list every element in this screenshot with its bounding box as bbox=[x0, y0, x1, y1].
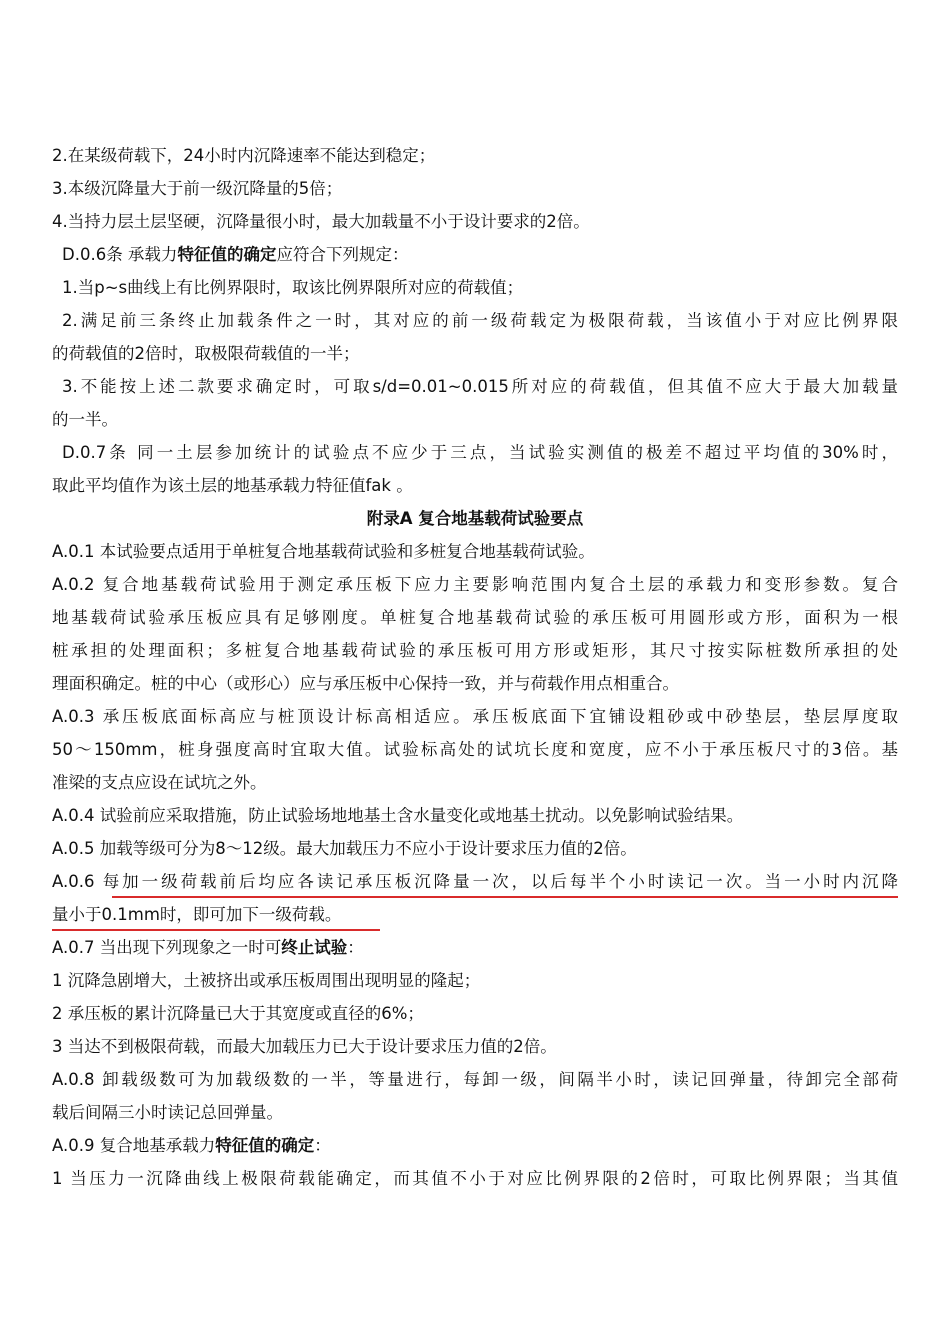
text-line: 1 沉降急剧增大，土被挤出或承压板周围出现明显的隆起； bbox=[52, 971, 481, 990]
text-line: 3.不能按上述二款要求确定时，可取s/d=0.01~0.015所对应的荷载值，但其值不应大于最大加载量 bbox=[62, 377, 898, 396]
red-underline bbox=[52, 929, 380, 931]
bold-term: 特征值的确定 bbox=[215, 1136, 315, 1155]
text-line: 2.满足前三条终止加载条件之一时，其对应的前一级荷载定为极限荷载，当该值小于对应比例界限 bbox=[62, 311, 898, 330]
text-line: 3.本级沉降量大于前一级沉降量的5倍； bbox=[52, 179, 343, 198]
text-line: 4.当持力层土层坚硬，沉降量很小时，最大加载量不小于设计要求的2倍。 bbox=[52, 212, 590, 231]
text-line: 的一半。 bbox=[52, 410, 118, 429]
text-line: 2 承压板的累计沉降量已大于其宽度或直径的6%； bbox=[52, 1004, 424, 1023]
appendix-a-title: 附录A 复合地基载荷试验要点 bbox=[366, 509, 584, 528]
clause-a07-heading: A.0.7 当出现下列现象之一时可终止试验： bbox=[52, 938, 364, 957]
text-line: 准梁的支点应设在试坑之外。 bbox=[52, 773, 267, 792]
text-line: 50～150mm，桩身强度高时宜取大值。试验标高处的试坑长度和宽度，应不小于承压板尺寸的3倍。基 bbox=[52, 740, 898, 759]
text-line: A.0.3 承压板底面标高应与桩顶设计标高相适应。承压板底面下宜铺设粗砂或中砂垫层，垫层厚度取 bbox=[52, 707, 898, 726]
bold-term: 特征值的确定 bbox=[177, 245, 277, 264]
text-line: 取此平均值作为该土层的地基承载力特征值fak 。 bbox=[52, 476, 413, 495]
clause-d06-heading: D.0.6条 承载力特征值的确定应符合下列规定： bbox=[62, 245, 409, 264]
text-line: 地基载荷试验承压板应具有足够刚度。单桩复合地基载荷试验的承压板可用圆形或方形，面积为一根 bbox=[52, 608, 898, 627]
text-line: D.0.7条 同一土层参加统计的试验点不应少于三点，当试验实测值的极差不超过平均值的30%时， bbox=[62, 443, 898, 462]
text-line: A.0.2 复合地基载荷试验用于测定承压板下应力主要影响范围内复合土层的承载力和变形参数。复合 bbox=[52, 575, 898, 594]
text-line: A.0.8 卸载级数可为加载级数的一半，等量进行，每卸一级，间隔半小时，读记回弹量，待卸完全部荷 bbox=[52, 1070, 898, 1089]
clause-a06-line-2: 量小于0.1mm时，即可加下一级荷载。 bbox=[52, 905, 342, 924]
bold-term: 终止试验 bbox=[281, 938, 348, 957]
clause-a06-line-1: A.0.6 每加一级荷载前后均应各读记承压板沉降量一次，以后每半个小时读记一次。当一小时内沉降 bbox=[52, 872, 898, 891]
text-line: A.0.5 加载等级可分为8～12级。最大加载压力不应小于设计要求压力值的2倍。 bbox=[52, 839, 637, 858]
text-line: 3 当达不到极限荷载，而最大加载压力已大于设计要求压力值的2倍。 bbox=[52, 1037, 557, 1056]
text-line: A.0.4 试验前应采取措施，防止试验场地地基土含水量变化或地基土扰动。以免影响试验结果。 bbox=[52, 806, 744, 825]
text-line: 1.当p~s曲线上有比例界限时，取该比例界限所对应的荷载值； bbox=[62, 278, 524, 297]
red-underline bbox=[112, 896, 898, 898]
text-line: 1 当压力一沉降曲线上极限荷载能确定，而其值不小于对应比例界限的2倍时，可取比例界限；当其值 bbox=[52, 1169, 898, 1188]
text-line: 的荷载值的2倍时，取极限荷载值的一半； bbox=[52, 344, 360, 363]
text-line: 理面积确定。桩的中心（或形心）应与承压板中心保持一致，并与荷载作用点相重合。 bbox=[52, 674, 679, 693]
text-line: A.0.1 本试验要点适用于单桩复合地基载荷试验和多桩复合地基载荷试验。 bbox=[52, 542, 595, 561]
text-line: 载后间隔三小时读记总回弹量。 bbox=[52, 1103, 283, 1122]
text-line: 2.在某级荷载下，24小时内沉降速率不能达到稳定； bbox=[52, 146, 436, 165]
clause-a09-heading: A.0.9 复合地基承载力特征值的确定： bbox=[52, 1136, 331, 1155]
text-line: 桩承担的处理面积；多桩复合地基载荷试验的承压板可用方形或矩形，其尺寸按实际桩数所承担的处 bbox=[52, 641, 898, 660]
